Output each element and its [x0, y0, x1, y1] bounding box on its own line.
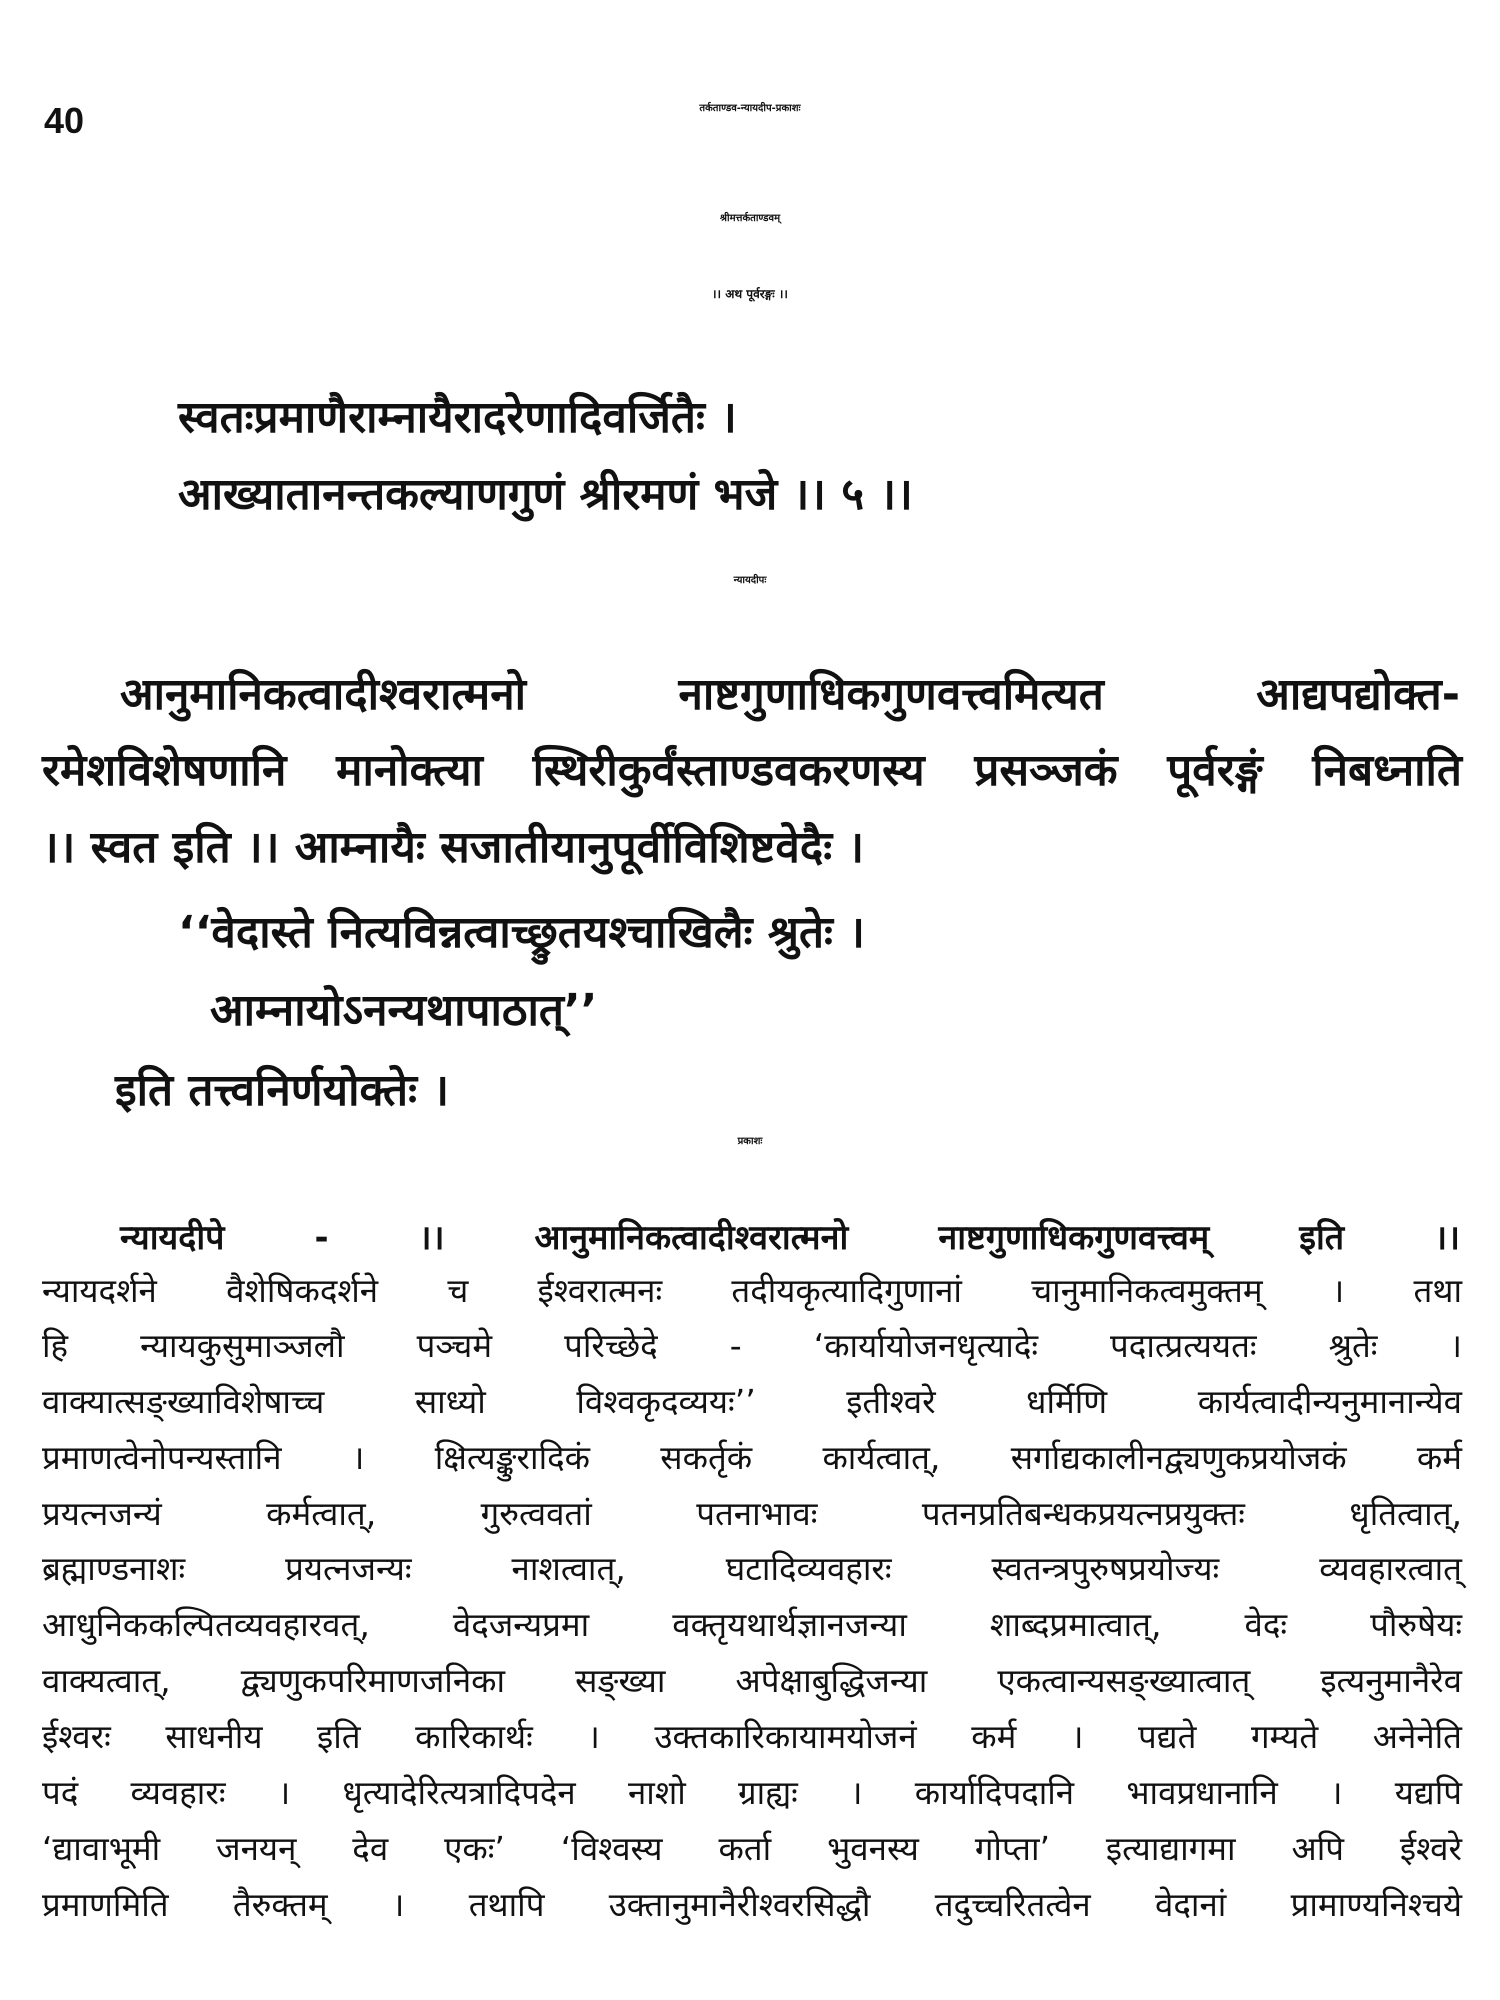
- section-heading: प्रकाशः: [737, 1136, 763, 1147]
- commentary-line: ‘द्यावाभूमी जनयन् देव एकः’ ‘विश्वस्य कर्ता भुवनस्य गोप्ता’ इत्याद्यागमा अपि ईश्वरे: [42, 1829, 1462, 1868]
- page-title: श्रीमत्तर्कताण्डवम्: [719, 213, 781, 224]
- verse-line: आख्यातानन्तकल्याणगुणं श्रीरमणं भजे ।। ५ ।।: [178, 469, 913, 520]
- commentary-line: ब्रह्माण्डनाशः प्रयत्नजन्यः नाशत्वात्, घटादिव्यवहारः स्वतन्त्रपुरुषप्रयोज्यः व्यवहारत्वात्: [42, 1549, 1462, 1588]
- running-title: तर्कताण्डव-न्यायदीप-प्रकाशः: [699, 103, 801, 114]
- page-number: 40: [44, 100, 85, 141]
- commentary-line: प्रमाणत्वेनोपन्यस्तानि । क्षित्यङ्कुरादिकं सकर्तृकं कार्यत्वात्, सर्गाद्यकालीनद्व्यणुकप्रयोजकं कर्म: [42, 1438, 1462, 1477]
- commentary-line: वाक्यात्सङ्ख्याविशेषाच्च साध्यो विश्वकृदव्ययः’’ इतीश्वरे धर्मिणि कार्यत्वादीन्यनुमानान्येव: [42, 1382, 1462, 1421]
- commentary-line: रमेशविशेषणानि मानोक्त्या स्थिरीकुर्वंस्ताण्डवकरणस्य प्रसञ्जकं पूर्वरङ्गं निबध्नाति: [42, 745, 1462, 796]
- quote-line: आम्नायोऽनन्यथापाठात्’’: [210, 985, 598, 1036]
- commentary-line: इति तत्त्वनिर्णयोक्तेः ।: [115, 1065, 450, 1116]
- section-heading: न्यायदीपः: [733, 575, 767, 586]
- commentary-line: आधुनिककल्पितव्यवहारवत्, वेदजन्यप्रमा वक्तृयथार्थज्ञानजन्या शाब्दप्रमात्वात्, वेदः पौरुषेयः: [42, 1605, 1462, 1644]
- commentary-line: ।। स्वत इति ।। आम्नायैः सजातीयानुपूर्वीविशिष्टवेदैः ।: [42, 822, 865, 873]
- commentary-line: ईश्वरः साधनीय इति कारिकार्थः । उक्तकारिकायामयोजनं कर्म । पद्यते गम्यते अनेनेति: [42, 1717, 1462, 1756]
- section-subtitle: ।। अथ पूर्वरङ्गः ।।: [712, 287, 788, 301]
- commentary-line: न्यायदर्शने वैशेषिकदर्शने च ईश्वरात्मनः तदीयकृत्यादिगुणानां चानुमानिकत्वमुक्तम् । तथा: [42, 1271, 1462, 1310]
- lead-line: न्यायदीपे - ।। आनुमानिकत्वादीश्वरात्मनो नाष्टगुणाधिकगुणवत्त्वम् इति ।।: [120, 1218, 1460, 1258]
- quote-line: ‘‘वेदास्ते नित्यविन्नत्वाच्छ्रुतयश्चाखिलैः श्रुतेः ।: [178, 907, 865, 958]
- commentary-line: हि न्यायकुसुमाञ्जलौ पञ्चमे परिच्छेदे - ‘कार्यायोजनधृत्यादेः पदात्प्रत्ययतः श्रुतेः ।: [42, 1326, 1462, 1365]
- commentary-line: प्रयत्नजन्यं कर्मत्वात्, गुरुत्ववतां पतनाभावः पतनप्रतिबन्धकप्रयत्नप्रयुक्तः धृतित्वात्,: [42, 1494, 1462, 1533]
- commentary-line: प्रमाणमिति तैरुक्तम् । तथापि उक्तानुमानैरीश्वरसिद्धौ तदुच्चरितत्वेन वेदानां प्रामाण्यनिश्चये: [42, 1885, 1462, 1924]
- commentary-line: पदं व्यवहारः । धृत्यादेरित्यत्रादिपदेन नाशो ग्राह्यः । कार्यादिपदानि भावप्रधानानि । यद्यपि: [42, 1773, 1462, 1812]
- commentary-line: वाक्यत्वात्, द्व्यणुकपरिमाणजनिका सङ्ख्या अपेक्षाबुद्धिजन्या एकत्वान्यसङ्ख्यात्वात् इत्यनुमानैरेव: [42, 1661, 1462, 1700]
- verse-line: स्वतःप्रमाणैराम्नायैरादरेणादिवर्जितैः ।: [178, 392, 737, 443]
- commentary-line: आनुमानिकत्वादीश्वरात्मनो नाष्टगुणाधिकगुणवत्त्वमित्यत आद्यपद्योक्त-: [120, 669, 1460, 720]
